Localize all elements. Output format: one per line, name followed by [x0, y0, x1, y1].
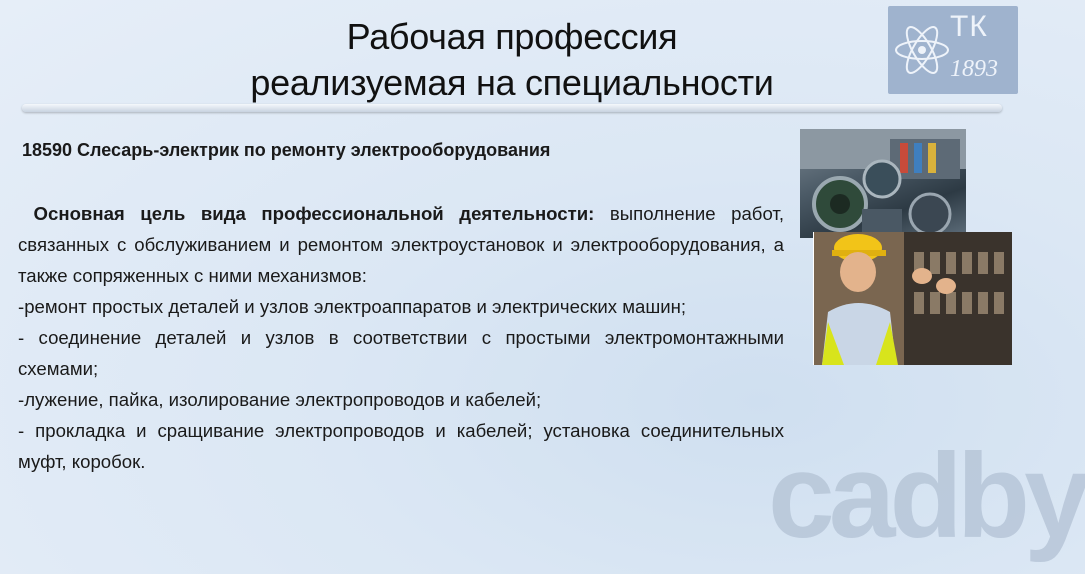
watermark-logo: cadby: [768, 429, 1085, 563]
list-item: -ремонт простых деталей и узлов электроаппаратов и электрических машин;: [18, 296, 687, 317]
title-divider: [22, 104, 1002, 112]
college-logo: [888, 6, 1018, 94]
lead-bold: Основная цель вида профессиональной деятельности:: [33, 203, 595, 224]
list-item: -лужение, пайка, изолирование электропроводов и кабелей;: [18, 389, 542, 410]
profession-code-heading: 18590 Слесарь-электрик по ремонту электрооборудования: [22, 140, 551, 160]
electric-motors-photo: [800, 129, 966, 238]
slide-title: [0, 14, 1024, 106]
list-item: - прокладка и сращивание электропроводов и кабелей; установка соединительных муфт, коробок.: [18, 420, 784, 472]
description-body: [18, 198, 784, 477]
title-line-2: реализуемая на специальности: [250, 62, 774, 103]
lead-rest: выполнение работ, связанных с обслуживанием и ремонтом электроустановок и электрооборудования, а также сопряженных с ними механизмов:: [18, 203, 784, 286]
logo-year: 1893: [950, 56, 998, 82]
atom-icon: [892, 12, 952, 88]
lead-paragraph: [18, 198, 784, 291]
electrician-photo: [814, 232, 1012, 365]
logo-text: ТК: [950, 10, 988, 43]
list-item: - соединение деталей и узлов в соответствии с простыми электромонтажными схемами;: [18, 327, 784, 379]
title-line-1: Рабочая профессия: [346, 16, 678, 57]
